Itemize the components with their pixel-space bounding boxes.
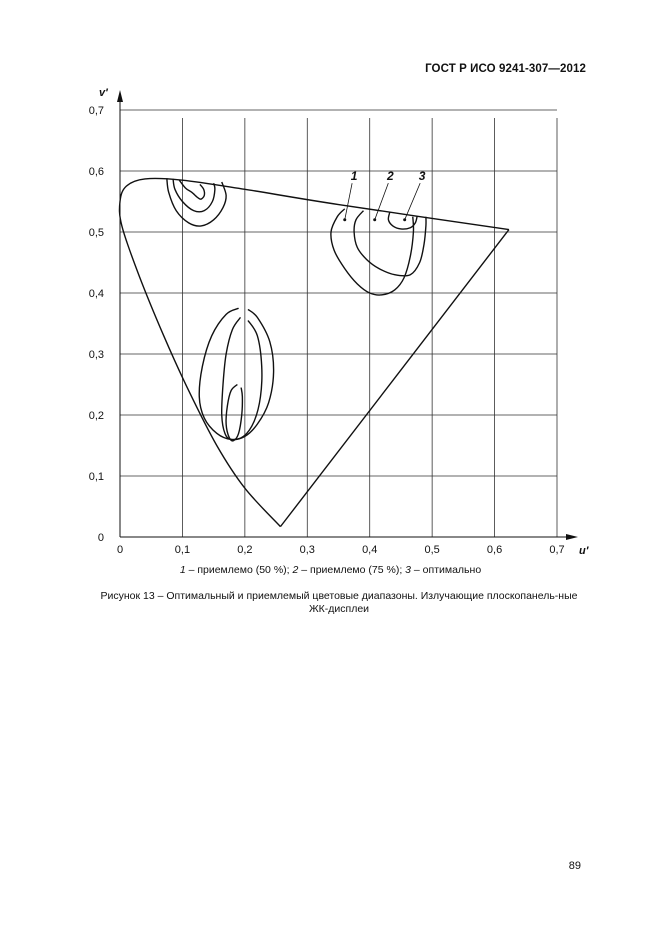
y-tick-label: 0,2: [88, 410, 104, 422]
y-tick-label: 0,6: [88, 166, 104, 178]
x-axis-arrow: [566, 534, 578, 540]
x-tick-label: 0,7: [549, 544, 565, 556]
x-tick-label: 0,1: [174, 544, 191, 556]
x-tick-label: 0,5: [424, 544, 440, 556]
y-axis-arrow: [117, 90, 123, 102]
chart-annotations: [343, 169, 426, 221]
legend-number-2: 2: [292, 564, 299, 576]
x-tick-label: 0,6: [486, 544, 503, 556]
x-tick-label: 0,2: [237, 544, 253, 556]
x-tick-label: 0,3: [299, 544, 315, 556]
y-tick-label: 0: [97, 532, 104, 544]
figure-legend: [0, 564, 661, 576]
legend-text-2: – приемлемо (75 %);: [298, 564, 406, 576]
chart-tick-labels: [89, 87, 590, 557]
annotation-leader: [405, 183, 420, 220]
legend-number-1: 1: [179, 564, 186, 576]
x-tick-label: 0,4: [362, 544, 378, 556]
x-axis-label: u′: [579, 545, 589, 557]
curve-green-region-2: [222, 317, 262, 439]
figure-caption: Рисунок 13 – Оптимальный и приемлемый цветовые диапазоны. Излучающие плоскопанель-ные ЖК-дисплеи: [100, 590, 578, 615]
y-tick-label: 0,5: [88, 227, 104, 239]
page-number: 89: [568, 860, 581, 872]
y-tick-label: 0,4: [88, 288, 104, 300]
chart-grid: [120, 110, 557, 537]
annotation-leader: [375, 183, 389, 220]
y-axis-label: v′: [99, 87, 108, 99]
chart-axes: [117, 90, 578, 540]
annotation-dot: [343, 218, 346, 221]
annotation-dot: [373, 218, 376, 221]
legend-number-3: 3: [405, 564, 411, 576]
y-tick-label: 0,3: [88, 349, 104, 361]
curve-locus: [119, 178, 508, 526]
annotation-label: 3: [418, 169, 426, 184]
y-tick-label: 0,1: [88, 471, 104, 483]
annotation-leader: [345, 183, 352, 220]
annotation-label: 2: [386, 169, 394, 184]
annotation-dot: [403, 218, 406, 221]
curve-green-region-3: [226, 385, 242, 441]
chart-curves: [119, 178, 508, 526]
document-header: ГОСТ Р ИСО 9241-307—2012: [425, 63, 586, 75]
curve-white-region-1: [331, 209, 414, 295]
legend-text-3: – оптимально: [411, 564, 482, 576]
curve-white-region-2: [354, 211, 426, 276]
x-tick-label: 0: [116, 544, 124, 556]
y-tick-label: 0,7: [88, 105, 104, 117]
legend-text-1: – приемлемо (50 %);: [185, 564, 293, 576]
annotation-label: 1: [350, 169, 358, 184]
